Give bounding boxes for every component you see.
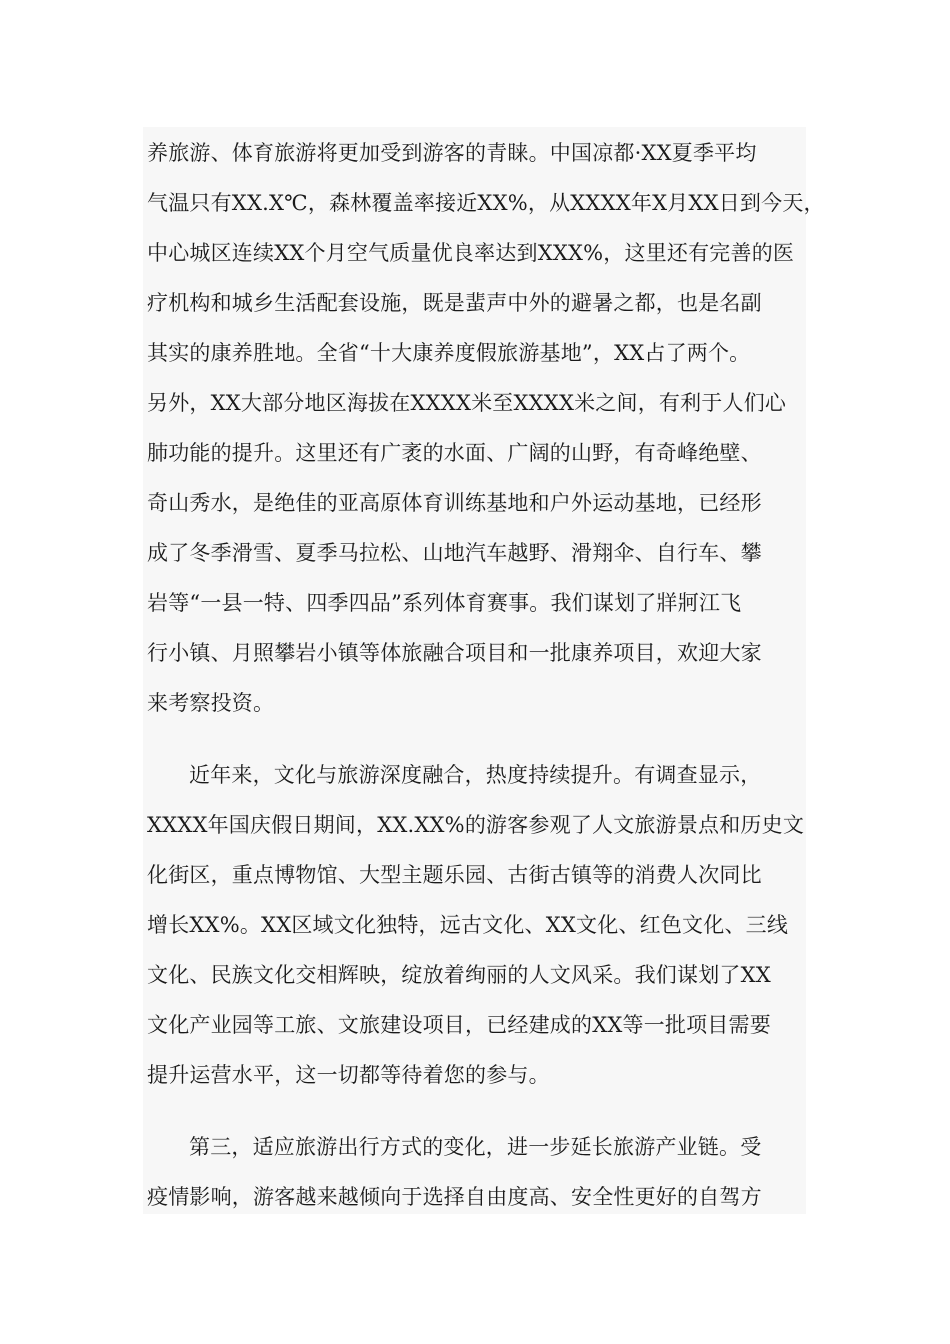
paragraph-1-line-7: 肺功能的提升。这里还有广袤的水面、广阔的山野，有奇峰绝壁、 (147, 441, 762, 465)
paragraph-1-line-3: 中心城区连续XX个月空气质量优良率达到XXX%，这里还有完善的医 (147, 241, 795, 265)
paragraph-2-line-6: 文化产业园等工旅、文旅建设项目，已经建成的XX等一批项目需要 (147, 1013, 771, 1037)
paragraph-2-line-7: 提升运营水平，这一切都等待着您的参与。 (147, 1063, 550, 1087)
paragraph-1-line-10: 岩等“一县一特、四季四品”系列体育赛事。我们谋划了牂牁江飞 (147, 591, 742, 615)
paragraph-1-line-4: 疗机构和城乡生活配套设施，既是蜚声中外的避暑之都，也是名副 (147, 291, 762, 315)
paragraph-2-line-2: XXXX年国庆假日期间，XX.XX%的游客参观了人文旅游景点和历史文 (147, 813, 805, 837)
paragraph-2-line-3: 化街区，重点博物馆、大型主题乐园、古街古镇等的消费人次同比 (147, 863, 762, 887)
paragraph-1-line-11: 行小镇、月照攀岩小镇等体旅融合项目和一批康养项目，欢迎大家 (147, 641, 762, 665)
paragraph-1-line-6: 另外，XX大部分地区海拔在XXXX米至XXXX米之间，有利于人们心 (147, 391, 787, 415)
paragraph-2-line-4: 增长XX%。XX区域文化独特，远古文化、XX文化、红色文化、三线 (147, 913, 789, 937)
paragraph-3-line-2: 疫情影响，游客越来越倾向于选择自由度高、安全性更好的自驾方 (147, 1185, 762, 1209)
paragraph-3-line-1: 第三，适应旅游出行方式的变化，进一步延长旅游产业链。受 (189, 1135, 762, 1159)
paragraph-1-line-9: 成了冬季滑雪、夏季马拉松、山地汽车越野、滑翔伞、自行车、攀 (147, 541, 762, 565)
paragraph-1-line-8: 奇山秀水，是绝佳的亚高原体育训练基地和户外运动基地，已经形 (147, 491, 762, 515)
paragraph-1-line-2: 气温只有XX.X℃，森林覆盖率接近XX%，从XXXX年X月XX日到今天， (147, 191, 825, 215)
paragraph-2-line-5: 文化、民族文化交相辉映，绽放着绚丽的人文风采。我们谋划了XX (147, 963, 771, 987)
paragraph-1-line-12: 来考察投资。 (147, 691, 275, 715)
paragraph-1-line-5: 其实的康养胜地。全省“十大康养度假旅游基地”，XX占了两个。 (147, 341, 751, 365)
paragraph-2-line-1: 近年来，文化与旅游深度融合，热度持续提升。有调查显示， (189, 763, 762, 787)
paragraph-1-line-1: 养旅游、体育旅游将更加受到游客的青睐。中国凉都·XX夏季平均 (147, 141, 757, 165)
